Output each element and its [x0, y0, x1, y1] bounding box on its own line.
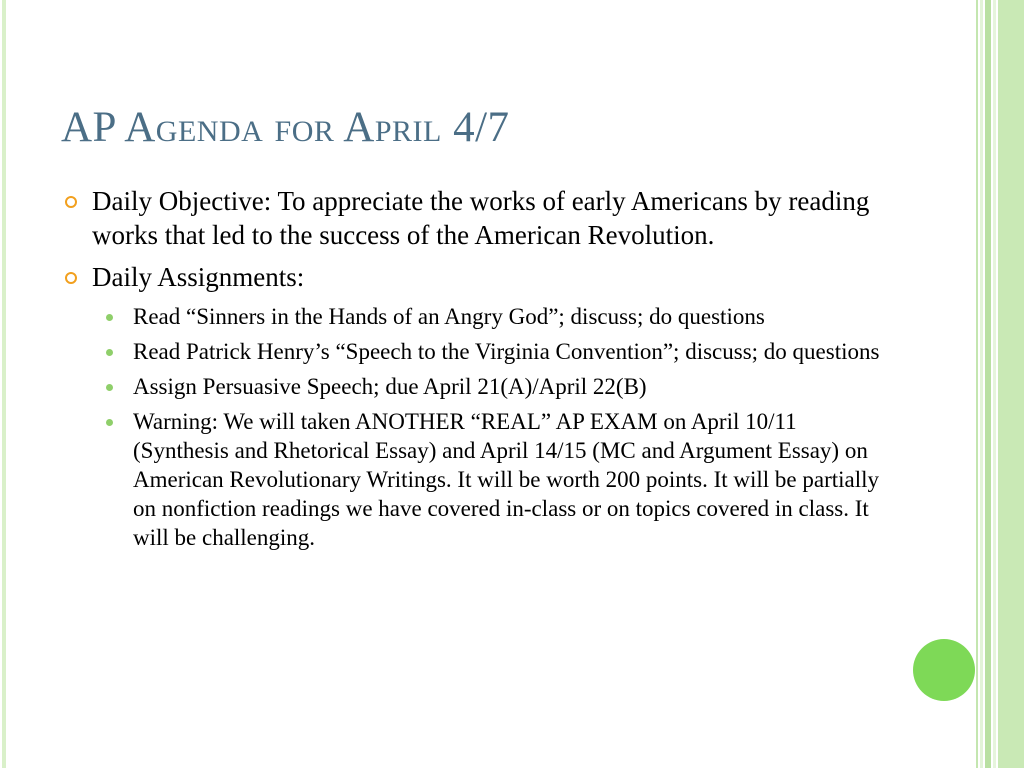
sub-bullet-item [62, 372, 882, 401]
bullet-text: Daily Assignments: [92, 262, 305, 292]
sub-bullet-text: Read Patrick Henry’s “Speech to the Virginia Convention”; discuss; do questions [133, 339, 880, 364]
dot-bullet-icon [106, 314, 113, 321]
frame-stripe [976, 0, 978, 768]
bullet-daily-assignments [62, 260, 882, 294]
ring-bullet-icon [65, 272, 77, 284]
frame-stripe [985, 0, 991, 768]
bullet-daily-objective [62, 184, 882, 252]
frame-stripe [993, 0, 996, 768]
right-frame-stripes [976, 0, 1024, 768]
dot-bullet-icon [106, 384, 113, 391]
left-frame-stripe [2, 0, 6, 768]
slide-title: AP Agenda for April 4/7 [61, 104, 510, 151]
sub-bullet-item [62, 302, 882, 331]
decorative-green-circle [913, 639, 975, 701]
dot-bullet-icon [106, 419, 113, 426]
frame-stripe [980, 0, 983, 768]
sub-bullet-text: Warning: We will taken ANOTHER “REAL” AP EXAM on April 10/11 (Synthesis and Rhetorical Essay) and April 14/15 (MC and Argument Essay) on American Revolutionary Writings. It will be worth 200 points. It will be partially on nonfiction readings we have covered in-class or on topics covered in class. It will be challenging. [133, 409, 880, 550]
ring-bullet-icon [65, 196, 77, 208]
bullet-text: Daily Objective: To appreciate the works of early Americans by reading works that led to the success of the American Revolution. [92, 186, 870, 250]
sub-bullet-text: Assign Persuasive Speech; due April 21(A)/April 22(B) [133, 374, 647, 399]
sub-bullet-text: Read “Sinners in the Hands of an Angry God”; discuss; do questions [133, 304, 765, 329]
dot-bullet-icon [106, 349, 113, 356]
sub-bullet-item [62, 337, 882, 366]
assignments-list [62, 302, 882, 552]
slide-content [62, 184, 882, 558]
frame-stripe [998, 0, 1024, 768]
sub-bullet-item [62, 407, 882, 552]
